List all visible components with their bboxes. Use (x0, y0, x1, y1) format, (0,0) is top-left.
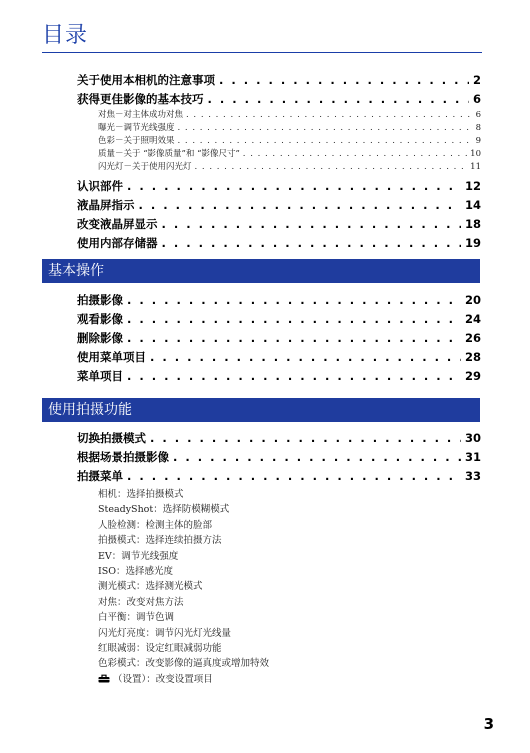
leader-dots (127, 310, 461, 329)
section-header-shooting: 使用拍摄功能 (42, 398, 480, 422)
toc-entry-page: 12 (464, 179, 481, 193)
leader-dots (219, 71, 469, 90)
toc-entry-label: 观看影像 (77, 312, 123, 326)
leader-dots (127, 367, 461, 386)
setup-item-label: （设置）：改变设置项目 (113, 673, 213, 685)
leader-dots (162, 234, 461, 253)
leader-dots (243, 148, 467, 161)
menu-item-setup (77, 672, 481, 687)
toc-subentry-label: 色彩－关于照明效果 (98, 136, 175, 146)
toc-entry-page: 31 (464, 450, 481, 464)
toc-entry[interactable] (77, 177, 481, 196)
leader-dots (178, 135, 473, 148)
toc-entry-label: 液晶屏指示 (77, 198, 135, 212)
title-divider (42, 52, 482, 53)
toc-entry[interactable] (77, 467, 481, 486)
toc-entry-label: 菜单项目 (77, 369, 123, 383)
toc-entry[interactable] (77, 310, 481, 329)
leader-dots (127, 467, 461, 486)
toc-subentry[interactable] (77, 109, 481, 122)
toc-entry-label: 改变液晶屏显示 (77, 217, 158, 231)
menu-item: SteadyShot：选择防模糊模式 (98, 504, 230, 516)
toc-entry-page: 18 (464, 217, 481, 231)
leader-dots (127, 329, 461, 348)
toc-subentry-label: 曝光－调节光线强度 (98, 123, 175, 133)
toc-entry-page: 30 (464, 431, 481, 445)
leader-dots (173, 448, 461, 467)
toc-entry-page: 24 (464, 312, 481, 326)
toc-general (77, 71, 481, 253)
menu-item: EV：调节光线强度 (98, 550, 179, 562)
leader-dots (127, 291, 461, 310)
toc-subentry[interactable] (77, 161, 481, 174)
toc-entry-label: 使用菜单项目 (77, 350, 146, 364)
toolbox-icon (98, 674, 110, 683)
toc-entry-label: 使用内部存储器 (77, 236, 158, 250)
toc-entry[interactable] (77, 291, 481, 310)
toc-entry-label: 拍摄影像 (77, 293, 123, 307)
toc-subentry-label: 闪光灯－关于使用闪光灯 (98, 162, 192, 172)
section-header-basic: 基本操作 (42, 259, 480, 283)
menu-item: 白平衡：调节色调 (98, 612, 175, 624)
toc-entry-page: 33 (464, 469, 481, 483)
toc-entry-page: 29 (464, 369, 481, 383)
toc-subentry[interactable] (77, 135, 481, 148)
leader-dots (139, 196, 461, 215)
menu-item: 相机：选择拍摄模式 (98, 489, 184, 500)
toc-entry[interactable] (77, 90, 481, 109)
leader-dots (195, 161, 468, 174)
menu-item: 色彩模式：改变影像的逼真度或增加特效 (98, 658, 270, 670)
toc-entry[interactable] (77, 196, 481, 215)
toc-subentry-page: 11 (470, 162, 481, 172)
leader-dots (150, 429, 461, 448)
toc-entry[interactable] (77, 429, 481, 448)
menu-item: 拍摄模式：选择连续拍摄方法 (98, 535, 222, 547)
toc-subentry-page: 10 (470, 149, 481, 159)
toc-entry[interactable] (77, 329, 481, 348)
leader-dots (150, 348, 461, 367)
toc-entry[interactable] (77, 448, 481, 467)
toc-entry[interactable] (77, 71, 481, 90)
shooting-menu-list (77, 486, 481, 687)
toc-entry-label: 根据场景拍摄影像 (77, 450, 169, 464)
menu-item: 闪光灯亮度：调节闪光灯光线量 (98, 627, 232, 639)
toc-entry[interactable] (77, 215, 481, 234)
toc-basic-operations (77, 291, 481, 386)
leader-dots (178, 122, 473, 135)
menu-item: 人脸检测：检测主体的脸部 (98, 519, 213, 531)
menu-item: 对焦：改变对焦方法 (98, 596, 184, 608)
toc-entry[interactable] (77, 234, 481, 253)
menu-item: ISO：选择感光度 (98, 565, 174, 577)
toc-entry-page: 6 (472, 92, 481, 106)
page-number: 3 (483, 715, 494, 733)
toc-entry[interactable] (77, 348, 481, 367)
toc-entry[interactable] (77, 367, 481, 386)
toc-entry-label: 切换拍摄模式 (77, 431, 146, 445)
toc-subentry[interactable] (77, 148, 481, 161)
leader-dots (208, 90, 469, 109)
toc-entry-page: 14 (464, 198, 481, 212)
toc-entry-label: 删除影像 (77, 331, 123, 345)
toc-entry-label: 获得更佳影像的基本技巧 (77, 92, 204, 106)
toc-entry-label: 认识部件 (77, 179, 123, 193)
toc-entry-page: 19 (464, 236, 481, 250)
toc-subentry-page: 9 (475, 136, 481, 146)
toc-entry-page: 28 (464, 350, 481, 364)
menu-item: 红眼减弱：设定红眼减弱功能 (98, 642, 222, 654)
toc-subentry-page: 8 (475, 123, 481, 133)
toc-subentry-page: 6 (475, 110, 481, 120)
toc-subentry[interactable] (77, 122, 481, 135)
leader-dots (127, 177, 461, 196)
toc-subentry-label: 对焦－对主体成功对焦 (98, 110, 184, 120)
page-title: 目录 (42, 23, 89, 48)
toc-entry-page: 26 (464, 331, 481, 345)
toc-subentry-label: 质量－关于 “影像质量”和 “影像尺寸” (98, 149, 240, 159)
toc-entry-page: 2 (472, 73, 481, 87)
toc-entry-label: 拍摄菜单 (77, 469, 123, 483)
leader-dots (186, 109, 473, 122)
toc-shooting-functions (77, 429, 481, 687)
toc-entry-page: 20 (464, 293, 481, 307)
toc-entry-label: 关于使用本相机的注意事项 (77, 73, 215, 87)
menu-item: 测光模式：选择测光模式 (98, 581, 203, 593)
leader-dots (162, 215, 461, 234)
